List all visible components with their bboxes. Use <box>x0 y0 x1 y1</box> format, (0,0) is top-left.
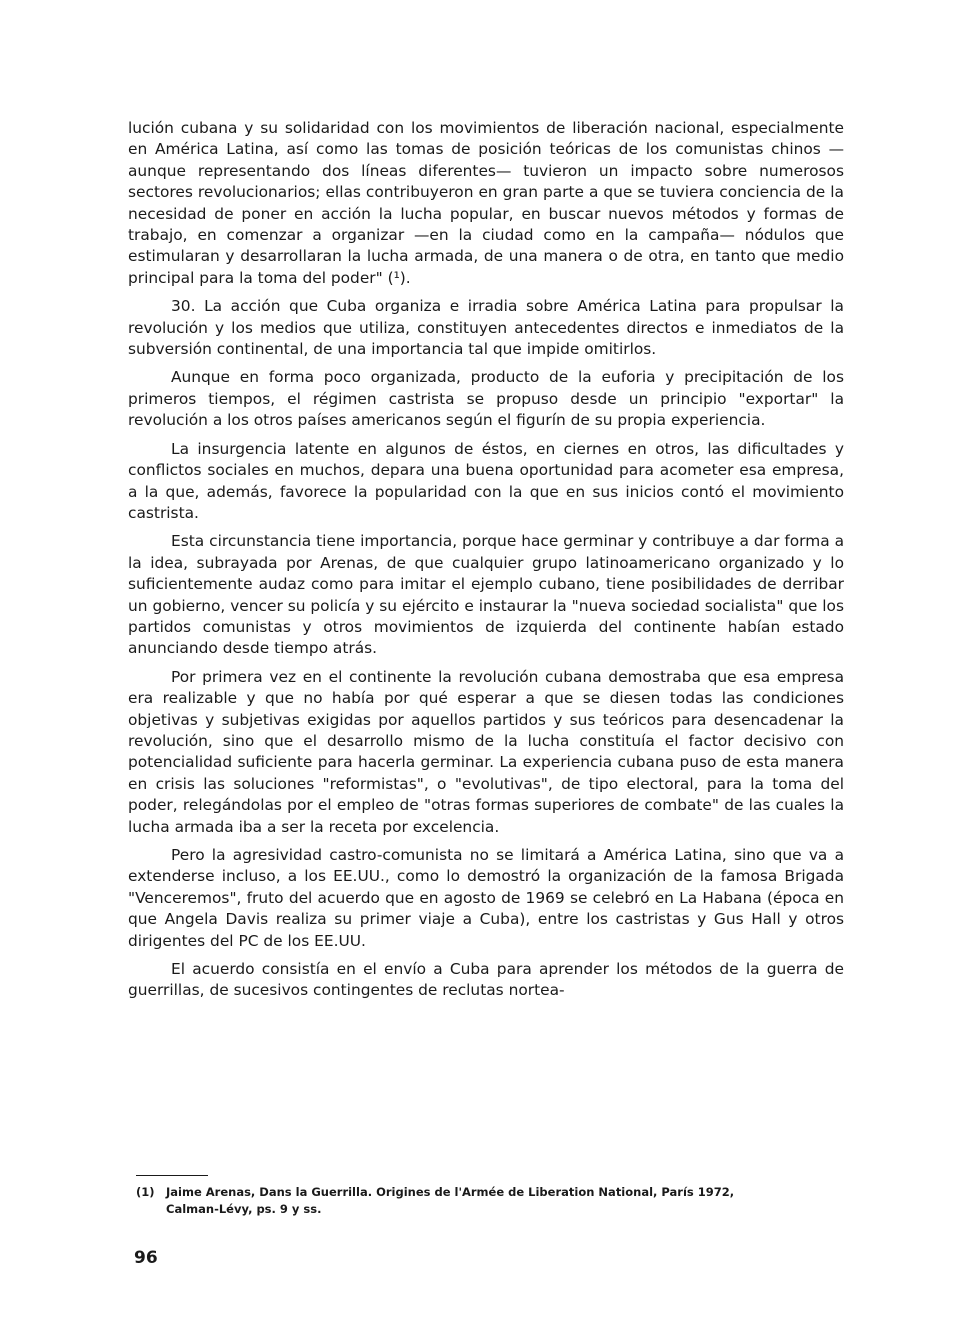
paragraph-continuation: lución cubana y su solidaridad con los movimientos de liberación nacional, especialmente en América Latina, así como las tomas de posición teóricas de los comunistas chinos —aunque representando dos líneas diferentes— tuvieron un impacto sobre numerosos sectores revolucionarios; ellas contribuyeron en gran parte a que se tuviera conciencia de la necesidad de poner en acción la lucha popular, en buscar nuevos métodos y formas de trabajo, en comenzar a organizar —en la ciudad como en la campaña— nódulos que estimularan y desarrollaran la lucha armada, de una manera o de otra, en tanto que medio principal para la toma del poder" (¹). <box>128 119 844 287</box>
footnote-number: (1) <box>136 1185 155 1199</box>
paragraph: Aunque en forma poco organizada, producto de la euforia y precipitación de los primeros tiempos, el régimen castrista se propuso desde un principio "exportar" la revolución a los otros países americanos según el figurín de su propia experiencia. <box>128 368 844 430</box>
paragraph: Pero la agresividad castro-comunista no se limitará a América Latina, sino que va a extenderse incluso, a los EE.UU., como lo demostró la organización de la famosa Brigada "Venceremos", fruto del acuerdo que en agosto de 1969 se celebró en La Habana (época en que Angela Davis realiza su primer viaje a Cuba), entre los castristas y Gus Hall y otros dirigentes del PC de los EE.UU. <box>128 846 844 950</box>
paragraph: El acuerdo consistía en el envío a Cuba para aprender los métodos de la guerra de guerrillas, de sucesivos contingentes de reclutas nortea- <box>128 960 844 1000</box>
paragraph: Por primera vez en el continente la revolución cubana demostraba que esa empresa era realizable y que no había por qué esperar a que se diesen todas las condiciones objetivas y subjetivas exigidas por aquellos partidos y sus teóricos para desencadenar la revolución, sino que el desarrollo mismo de la lucha constituía el factor decisivo con potencialidad suficiente para hacerla germinar. La experiencia cubana puso de esta manera en crisis las soluciones "reformistas", o "evolutivas", de tipo electoral, para la toma del poder, relegándolas por el empleo de "otras formas superiores de combate" de las cuales la lucha armada iba a ser la receta por excelencia. <box>128 667 844 836</box>
footnote-text-line2: Calman-Lévy, ps. 9 y ss. <box>166 1202 322 1216</box>
footnote <box>136 1184 852 1218</box>
page-body <box>128 118 844 1009</box>
paragraph-30: 30. La acción que Cuba organiza e irradia sobre América Latina para propulsar la revolución y los medios que utiliza, constituyen antecedentes directos e inmediatos de la subversión continental, de una importancia tal que impide omitirlos. <box>128 297 844 359</box>
footnote-divider <box>136 1175 208 1176</box>
paragraph: Esta circunstancia tiene importancia, porque hace germinar y contribuye a dar forma a la idea, subrayada por Arenas, de que cualquier grupo latinoamericano organizado y lo suficientemente audaz como para imitar el ejemplo cubano, tiene posibilidades de derribar un gobierno, vencer su policía y su ejército e instaurar la "nueva sociedad socialista" que los partidos comunistas y otros movimientos de izquierda del continente habían estado anunciando desde tiempo atrás. <box>128 532 844 658</box>
paragraph: La insurgencia latente en algunos de éstos, en ciernes en otros, las dificultades y conflictos sociales en muchos, depara una buena oportunidad para acometer esa empresa, a la que, además, favorece la popularidad con la que en sus inicios contó el movimiento castrista. <box>128 439 844 522</box>
footnote-text-line1: Jaime Arenas, Dans la Guerrilla. Origines de l'Armée de Liberation National, París 1972, <box>166 1185 735 1199</box>
page-number: 96 <box>134 1248 158 1268</box>
